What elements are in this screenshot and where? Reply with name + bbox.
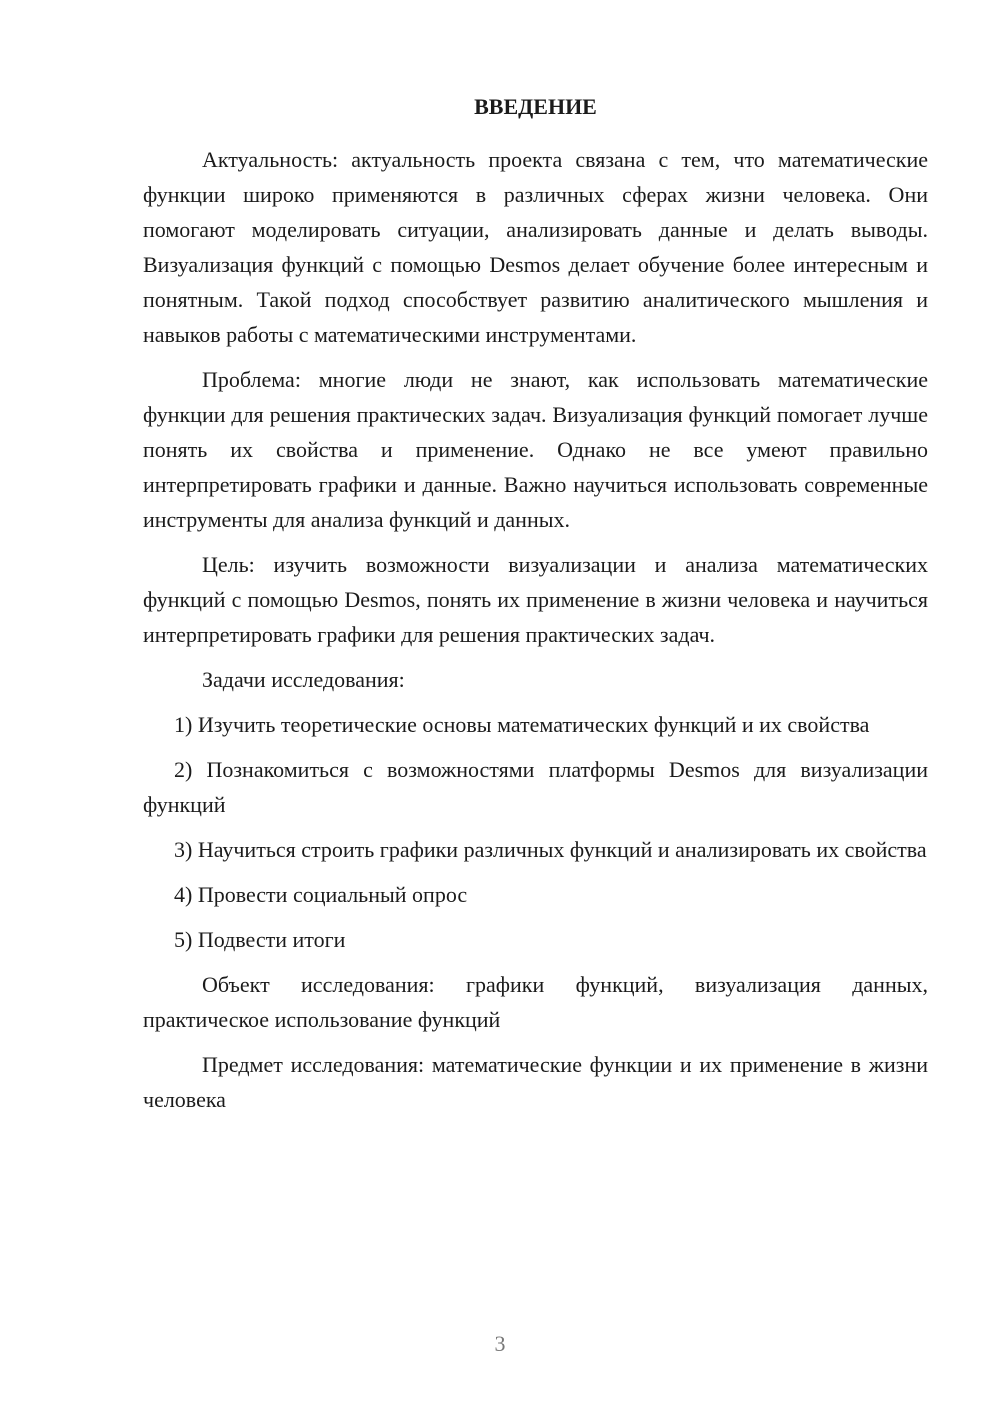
paragraph-tasks-heading: Задачи исследования:: [202, 667, 405, 692]
paragraph-subject: Предмет исследования: математические функции и их применение в жизни человека: [143, 1052, 928, 1112]
paragraph-object: Объект исследования: графики функций, визуализация данных, практическое использование функций: [143, 972, 928, 1032]
paragraph-problem: Проблема: многие люди не знают, как использовать математические функции для решения практических задач. Визуализация функций помогает лучше понять их свойства и применение. Однако не все умеют правильно интерпретировать графики и данные. Важно научиться использовать современные инструменты для анализа функций и данных.: [143, 367, 928, 532]
paragraph-goal: Цель: изучить возможности визуализации и анализа математических функций с помощью Desmos, понять их применение в жизни человека и научиться интерпретировать графики для решения практических задач.: [143, 552, 928, 647]
task-item-5: 5) Подвести итоги: [174, 927, 346, 952]
task-item-2: 2) Познакомиться с возможностями платформы Desmos для визуализации функций: [143, 757, 928, 817]
task-item-4: 4) Провести социальный опрос: [174, 882, 468, 907]
paragraph-relevance: Актуальность: актуальность проекта связана с тем, что математические функции широко применяются в различных сферах жизни человека. Они помогают моделировать ситуации, анализировать данные и делать выводы. Визуализация функций с помощью Desmos делает обучение более интересным и понятным. Такой подход способствует развитию аналитического мышления и навыков работы с математическими инструментами.: [143, 147, 928, 347]
page-number: 3: [494, 1331, 506, 1356]
task-item-1: 1) Изучить теоретические основы математических функций и их свойства: [174, 712, 870, 737]
task-item-3: 3) Научиться строить графики различных функций и анализировать их свойства: [174, 837, 927, 862]
document-page: [143, 92, 928, 1127]
page-title: ВВЕДЕНИЕ: [474, 94, 597, 119]
